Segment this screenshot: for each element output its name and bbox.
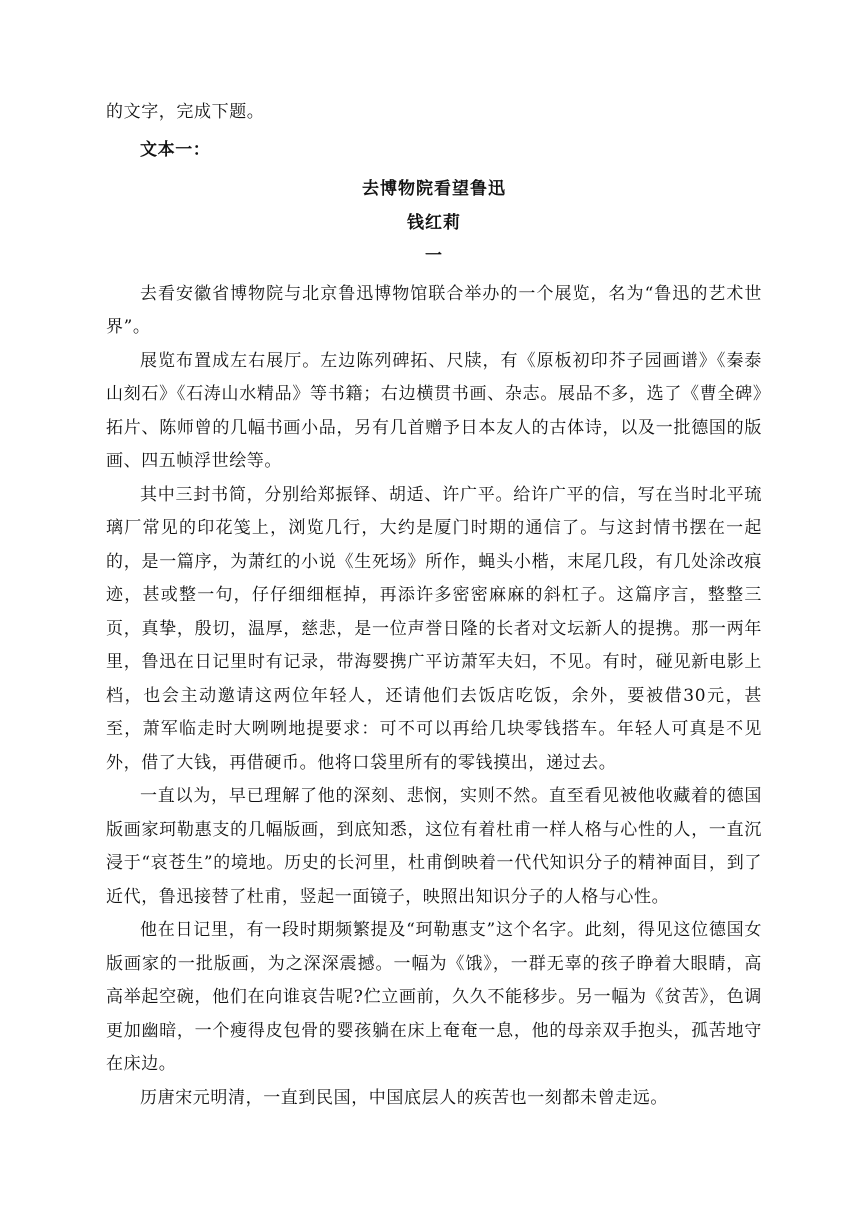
article-title: 去博物院看望鲁迅 xyxy=(362,179,506,199)
paragraph: 一直以为，早已理解了他的深刻、悲悯，实则不然。直至看见被他收藏着的德国版画家珂勒惠支的几幅版画，到底知悉，这位有着杜甫一样人格与心性的人，一直沉浸于“哀苍生”的境地。历史的长河里，杜甫倒映着一代代知识分子的精神面目，到了近代，鲁迅接替了杜甫，竖起一面镜子，映照出知识分子的人格与心性。 xyxy=(106,786,762,907)
intro-fragment: 的文字，完成下题。 xyxy=(106,102,265,122)
paragraph: 历唐宋元明清，一直到民国，中国底层人的疾苦也一刻都未曾走远。 xyxy=(140,1087,668,1108)
paragraph: 他在日记里，有一段时期频繁提及“珂勒惠支”这个名字。此刻，得见这位德国女版画家的一批版画，为之深深震撼。一幅为《饿》，一群无辜的孩子睁着大眼睛，高高举起空碗，他们在向谁哀告呢?伫立画前，久久不能移步。另一幅为《贫苦》，色调更加幽暗，一个瘦得皮包骨的婴孩躺在床上奄奄一息，他的母亲双手抱头，孤苦地守在床边。 xyxy=(106,920,762,1074)
paragraph: 其中三封书简，分别给郑振铎、胡适、许广平。给许广平的信，写在当时北平琉璃厂常见的印花笺上，浏览几行，大约是厦门时期的通信了。与这封情书摆在一起的，是一篇序，为萧红的小说《生死场》所作，蝇头小楷，末尾几段，有几处涂改痕迹，甚或整一句，仔仔细细框掉，再添许多密密麻麻的斜杠子。这篇序言，整整三页，真挚，殷切，温厚，慈悲，是一位声誉日隆的长者对文坛新人的提携。那一两年里，鲁迅在日记里时有记录，带海婴携广平访萧军夫妇，不见。有时，碰见新电影上档，也会主动邀请这两位年轻人，还请他们去饭店吃饭，余外，要被借30元，甚至，萧军临走时大咧咧地提要求：可不可以再给几块零钱搭车。年轻人可真是不见外，借了大钱，再借硬币。他将口袋里所有的零钱摸出，递过去。 xyxy=(106,484,762,773)
article-author: 钱红莉 xyxy=(407,212,461,233)
paragraph: 去看安徽省博物院与北京鲁迅博物馆联合举办的一个展览，名为“鲁迅的艺术世界”。 xyxy=(106,283,762,337)
section-number: 一 xyxy=(425,246,443,266)
text-label: 文本一： xyxy=(140,139,211,160)
document-page xyxy=(106,96,762,1115)
paragraph: 展览布置成左右展厅。左边陈列碑拓、尺牍，有《原板初印芥子园画谱》《秦泰山刻石》《石涛山水精品》等书籍；右边横贯书画、杂志。展品不多，选了《曹全碑》拓片、陈师曾的几幅书画小品，另有几首赠予日本友人的古体诗，以及一批德国的版画、四五帧浮世绘等。 xyxy=(106,350,762,471)
